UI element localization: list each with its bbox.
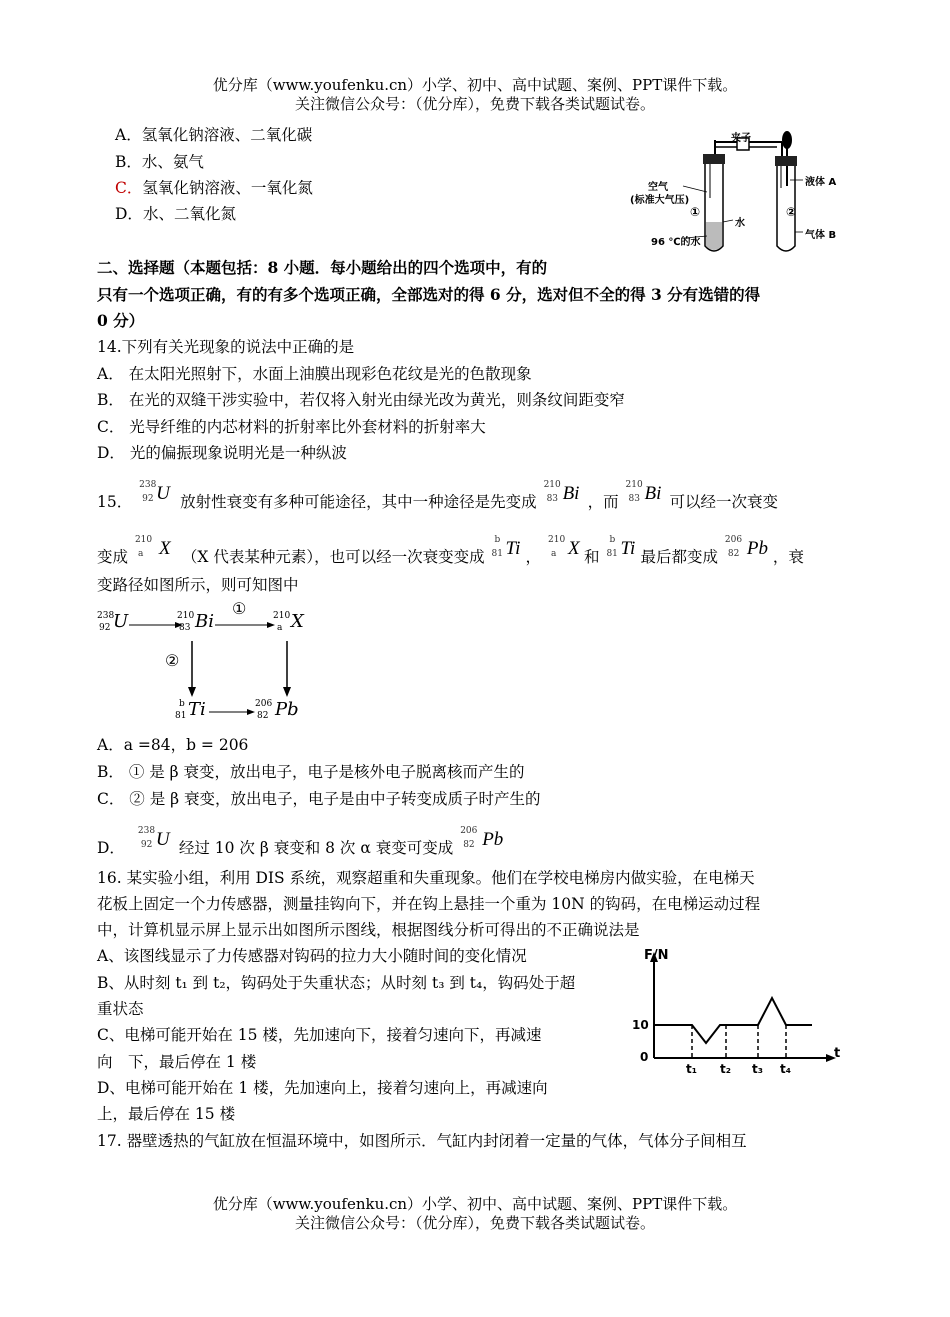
nuclide-u: 238 92 U [139,480,170,504]
q16-stem-line-1: 16. 某实验小组，利用 DIS 系统，观察超重和失重现象。他们在学校电梯房内做实验，在电梯天 [97,869,755,887]
force-time-graph [630,948,850,1083]
q15-line-1: 15． 238 92 U 放射性衰变有多种可能途径，其中一种途径是先变成 210 83 Bi ，而 210 83 Bi 可以经一次衰变 [97,480,779,511]
q15-option-b: B． ① 是 β 衰变，放出电子，电子是核外电子脱离核而产生的 [97,763,525,781]
footer-line-2: 关注微信公众号：（优分库），免费下载各类试题试卷。 [294,1214,655,1232]
nuclide-ti: b 81 Ti [491,535,521,559]
tube-2-label: ② [786,205,797,219]
arrow-2-label: ② [165,651,180,670]
q16-option-b-line-2: 重状态 [97,1000,144,1018]
graph-tick-t3: t₃ [752,1062,763,1076]
arrow-1-label: ① [232,599,247,618]
air-label: 空气 [648,182,668,193]
nuclide-bi-2: 210 83 Bi [625,480,662,504]
q13-option-c: C．氢氧化钠溶液、一氧化氮 [115,179,313,197]
graph-tick-t4: t₄ [780,1062,791,1076]
q15-option-c: C． ② 是 β 衰变，放出电子，电子是由中子转变成质子时产生的 [97,790,541,808]
q13-option-d: D．水、二氧化氮 [115,205,236,223]
q14-option-a: A． 在太阳光照射下，水面上油膜出现彩色花纹是光的色散现象 [97,365,532,383]
q15-line-2: 变成 210 a X （X 代表某种元素），也可以经一次衰变变成 b 81 Ti ， 210 a X 和 b 81 Ti 最后都变成 206 82 Pb ，衰 [97,535,804,566]
q14-stem: 14.下列有关光现象的说法中正确的是 [97,338,355,356]
q16-stem-line-3: 中，计算机显示屏上显示出如图所示图线，根据图线分析可得出的不正确说法是 [97,921,640,939]
q16-option-d-line-2: 上，最后停在 15 楼 [97,1105,236,1123]
section-2-title-line-1: 二、选择题（本题包括：8 小题．每小题给出的四个选项中，有的 [97,258,548,277]
q13-option-a: A．氢氧化钠溶液、二氧化碳 [115,126,313,144]
graph-tick-t1: t₁ [686,1062,697,1076]
q16-option-b-line-1: B、从时刻 t₁ 到 t₂，钩码处于失重状态；从时刻 t₃ 到 t₄，钩码处于超 [97,974,576,992]
nuclide-x-2: 210 a X [548,535,580,559]
footer-line-1: 优分库（www.youfenku.cn）小学、初中、高中试题、案例、PPT课件下载。 [212,1195,738,1213]
graph-x-label: t [834,1046,841,1061]
graph-y-label: F/N [644,948,669,963]
q13-option-b: B．水、氨气 [115,153,204,171]
q17-stem-line-1: 17. 器壁透热的气缸放在恒温环境中，如图所示．气缸内封闭着一定量的气体，气体分子间相互 [97,1132,747,1150]
q15-option-a: A．a =84，b = 206 [97,736,249,754]
air-note-label: (标准大气压) [630,195,690,206]
option-d-nuclide-pb: 206 82 Pb [460,826,504,850]
q14-option-b: B． 在光的双缝干涉实验中，若仅将入射光由绿光改为黄光，则条纹间距变窄 [97,391,625,409]
water-96-label: 96 ℃的水 [651,237,701,248]
nuclide-bi: 210 83 Bi [543,480,580,504]
q16-stem-line-2: 花板上固定一个力传感器，测量挂钩向下，并在钩上悬挂一个重为 10N 的钩码，在电梯运动过程 [97,895,761,913]
header-line-2: 关注微信公众号：（优分库），免费下载各类试题试卷。 [294,95,655,113]
nuclide-ti-2: b 81 Ti [606,535,636,559]
liquid-a-label: 液体 A [805,177,837,188]
q16-option-a: A、该图线显示了力传感器对钩码的拉力大小随时间的变化情况 [97,947,527,965]
gas-b-label: 气体 B [805,230,837,241]
graph-tick-t2: t₂ [720,1062,731,1076]
q14-option-c: C． 光导纤维的内芯材料的折射率比外套材料的折射率大 [97,418,486,436]
nuclide-pb: 206 82 Pb [724,535,769,559]
tube-1-label: ① [690,205,701,219]
nuclide-x: 210 a X [134,535,171,559]
q14-option-d: D． 光的偏振现象说明光是一种纵波 [97,444,347,462]
clamp-label: 夹子 [731,133,751,144]
section-2-title-line-3: 0 分） [97,311,145,330]
graph-y-0: 0 [640,1050,649,1064]
graph-y-10: 10 [632,1018,649,1032]
section-2-title-line-2: 只有一个选项正确，有的有多个选项正确，全部选对的得 6 分，选对但不全的得 3 分有选错的得 [97,285,761,304]
option-d-nuclide-u: 238 92 U [137,826,170,850]
q16-option-c-line-1: C、电梯可能开始在 15 楼，先加速向下，接着匀速向下，再减速 [97,1026,542,1044]
q16-option-d-line-1: D、电梯可能开始在 1 楼，先加速向上，接着匀速向上，再减速向 [97,1079,548,1097]
decay-diagram: 238 92 U 210 83 Bi 210 a X ① ② b 81 Ti 206 82 Pb [97,599,304,721]
q15-line-3: 变路径如图所示，则可知图中 [97,576,299,594]
header-line-1: 优分库（www.youfenku.cn）小学、初中、高中试题、案例、PPT课件下载。 [212,76,738,94]
q16-option-c-line-2: 向 下，最后停在 1 楼 [97,1053,257,1071]
water-label: 水 [735,218,745,229]
q15-option-d: D． 238 92 U 经过 10 次 β 衰变和 8 次 α 衰变可变成 206 82 Pb [97,827,508,863]
